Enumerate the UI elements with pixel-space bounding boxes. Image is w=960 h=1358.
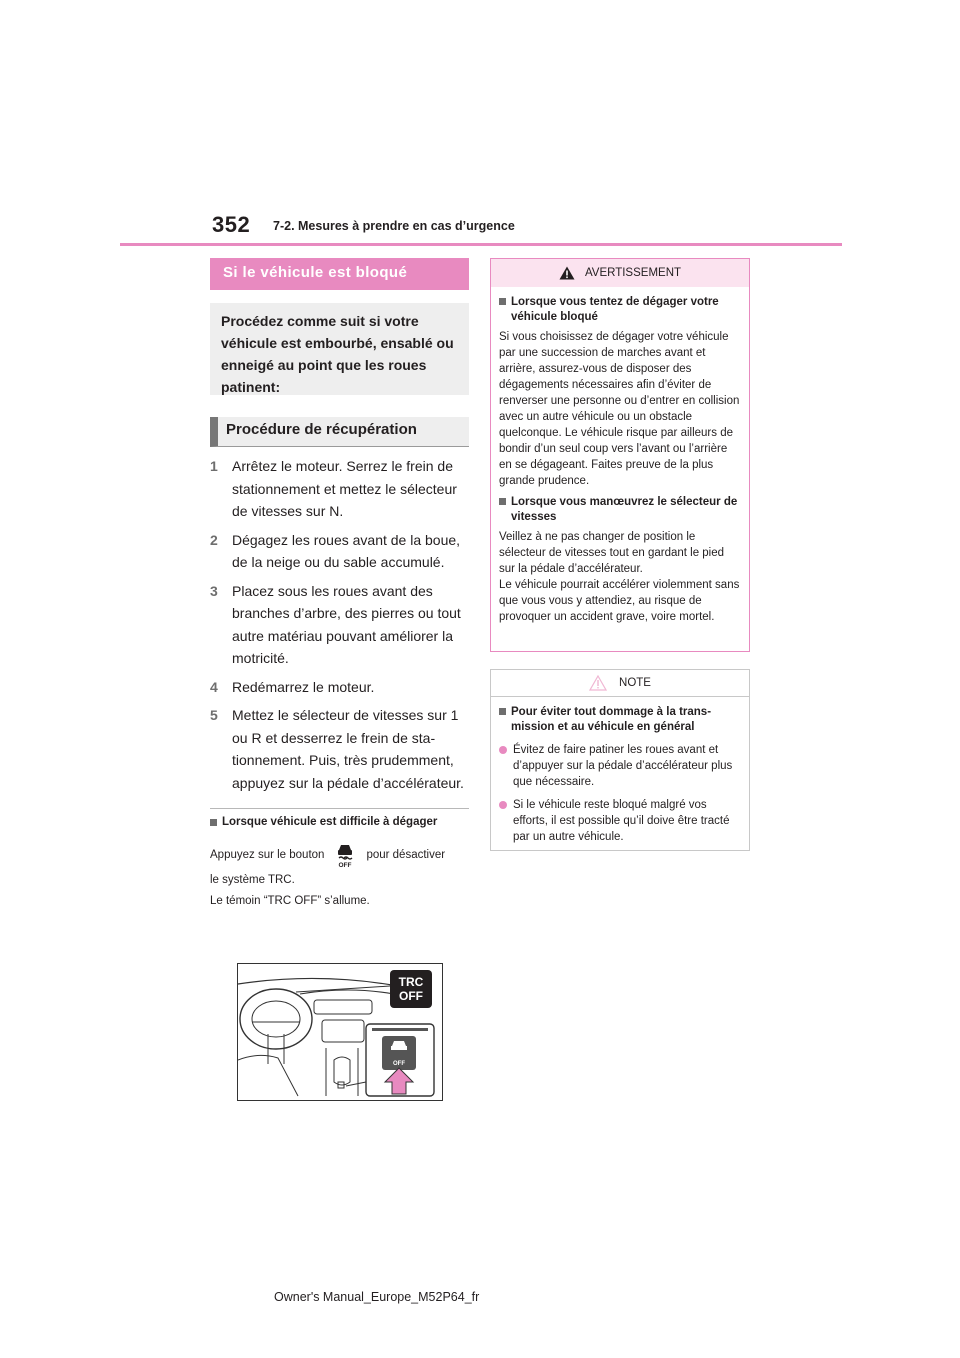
step-5 — [210, 704, 469, 794]
note-bullet-text: Évitez de faire patiner les roues avant et d’appuyer sur la pédale d’accélérateur plus que nécessaire. — [513, 744, 733, 788]
step-4 — [210, 676, 469, 699]
warning-header — [491, 259, 749, 287]
note-title-text: Lorsque véhicule est difficile à dégager — [222, 816, 438, 828]
warning-item-title — [499, 295, 741, 325]
step-text: Redémarrez le moteur. — [232, 678, 375, 695]
procedure-heading: Procédure de récupération — [210, 417, 469, 447]
footer: Owner's Manual_Europe_M52P64_fr — [274, 1290, 480, 1304]
square-bullet-icon — [210, 819, 217, 826]
step-number: 4 — [210, 678, 218, 695]
note-bullet — [499, 742, 741, 790]
section-heading: Si le véhicule est bloqué — [210, 258, 469, 290]
note-item-title-text: Pour éviter tout dommage à la transmission et au véhicule en général — [511, 706, 712, 733]
square-bullet-icon — [499, 498, 506, 505]
warning-item-title-text: Lorsque vous tentez de dégager votre véhicule bloqué — [511, 296, 719, 323]
warning-triangle-icon — [559, 266, 575, 280]
step-text: Dégagez les roues avant de la boue, de la neige ou du sable accumulé. — [232, 531, 461, 570]
caution-triangle-icon — [589, 675, 607, 691]
step-2 — [210, 529, 469, 574]
step-1 — [210, 455, 469, 523]
note-header — [491, 670, 749, 697]
warning-box — [490, 258, 750, 652]
step-text: Placez sous les roues avant des branches d’arbre, des pierres ou tout autre matériau pouvant améliorer la motricité. — [232, 582, 461, 666]
note-item-title — [499, 705, 741, 735]
round-bullet-icon — [499, 746, 507, 754]
divider — [210, 808, 469, 809]
warning-item-title-text: Lorsque vous manœuvrez le sélecteur de vitesses — [511, 496, 738, 523]
note-bullet — [499, 797, 741, 845]
note-text-after: pour désactiver — [366, 848, 446, 861]
note-text-line3: Le témoin “TRC OFF” s’allume. — [210, 895, 370, 907]
square-bullet-icon — [499, 708, 506, 715]
note-bullet-text: Si le véhicule reste bloqué malgré vos efforts, il est possible qu’il doive être tracté par un autre véhicule. — [513, 799, 730, 843]
note-heading: NOTE — [619, 677, 651, 689]
procedure-steps — [210, 455, 469, 794]
warning-heading: AVERTISSEMENT — [584, 267, 682, 279]
warning-body — [491, 287, 749, 635]
warning-item-title — [499, 495, 741, 525]
square-bullet-icon — [499, 298, 506, 305]
note-box — [490, 669, 750, 851]
note-text-line1 — [210, 841, 469, 869]
round-bullet-icon — [499, 801, 507, 809]
warning-item-text: Si vous choisissez de dégager votre véhicule par une succession de marches avant et arrière, assurez-vous de disposer des dégagements nécessaires afin d’éviter de renverser une personne ou d’entrer en collision avec un autre véhicule ou un obstacle quelconque. Le véhicule risque par ailleurs de bondir d’un seul coup vers l’avant ou l’arrière en se dégageant. Faites preuve de la plus grande prudence. — [499, 331, 740, 487]
trc-indicator-line1: TRC — [398, 975, 424, 989]
left-column — [210, 258, 469, 1067]
step-number: 1 — [210, 458, 218, 474]
step-number: 2 — [210, 531, 218, 548]
note-text-line2: le système TRC. — [210, 874, 295, 886]
dashboard-illustration — [237, 963, 443, 1101]
header-rule — [120, 243, 842, 246]
note-body — [491, 697, 749, 849]
intro-box: Procédez comme suit si votre véhicule est embourbé, ensablé ou enneigé au point que les roues patinent: — [210, 303, 469, 395]
step-number: 3 — [210, 582, 218, 599]
button-off-label: OFF — [393, 1061, 405, 1067]
svg-text:OFF: OFF — [338, 862, 352, 869]
dashboard-drawing — [238, 964, 442, 1100]
trc-indicator-line2: OFF — [399, 989, 423, 1003]
section-title: 7-2. Mesures à prendre en cas d’urgence — [273, 219, 515, 233]
step-text: Arrêtez le moteur. Serrez le frein de stationnement et mettez le sélecteur de vitesses sur N. — [232, 458, 457, 519]
page-number: 352 — [212, 212, 251, 237]
step-text: Mettez le sélecteur de vitesses sur 1 ou R et desserrez le frein de stationnement. Puis, très prudemment, appuyez sur la pédale d’accélérateur. — [232, 707, 464, 791]
trc-off-button-icon — [332, 841, 358, 869]
warning-item-text: Le véhicule pourrait accélérer violemment sans que vous vous y attendiez, au risque de provoquer un accident grave, voire mortel. — [499, 579, 740, 623]
step-3 — [210, 580, 469, 670]
warning-item-text: Veillez à ne pas changer de position le sélecteur de vitesses tout en gardant le pied sur la pédale d’accélérateur. — [499, 531, 725, 575]
note-title — [210, 816, 469, 828]
note-text-before: Appuyez sur le bouton — [210, 848, 325, 861]
step-number: 5 — [210, 707, 218, 723]
